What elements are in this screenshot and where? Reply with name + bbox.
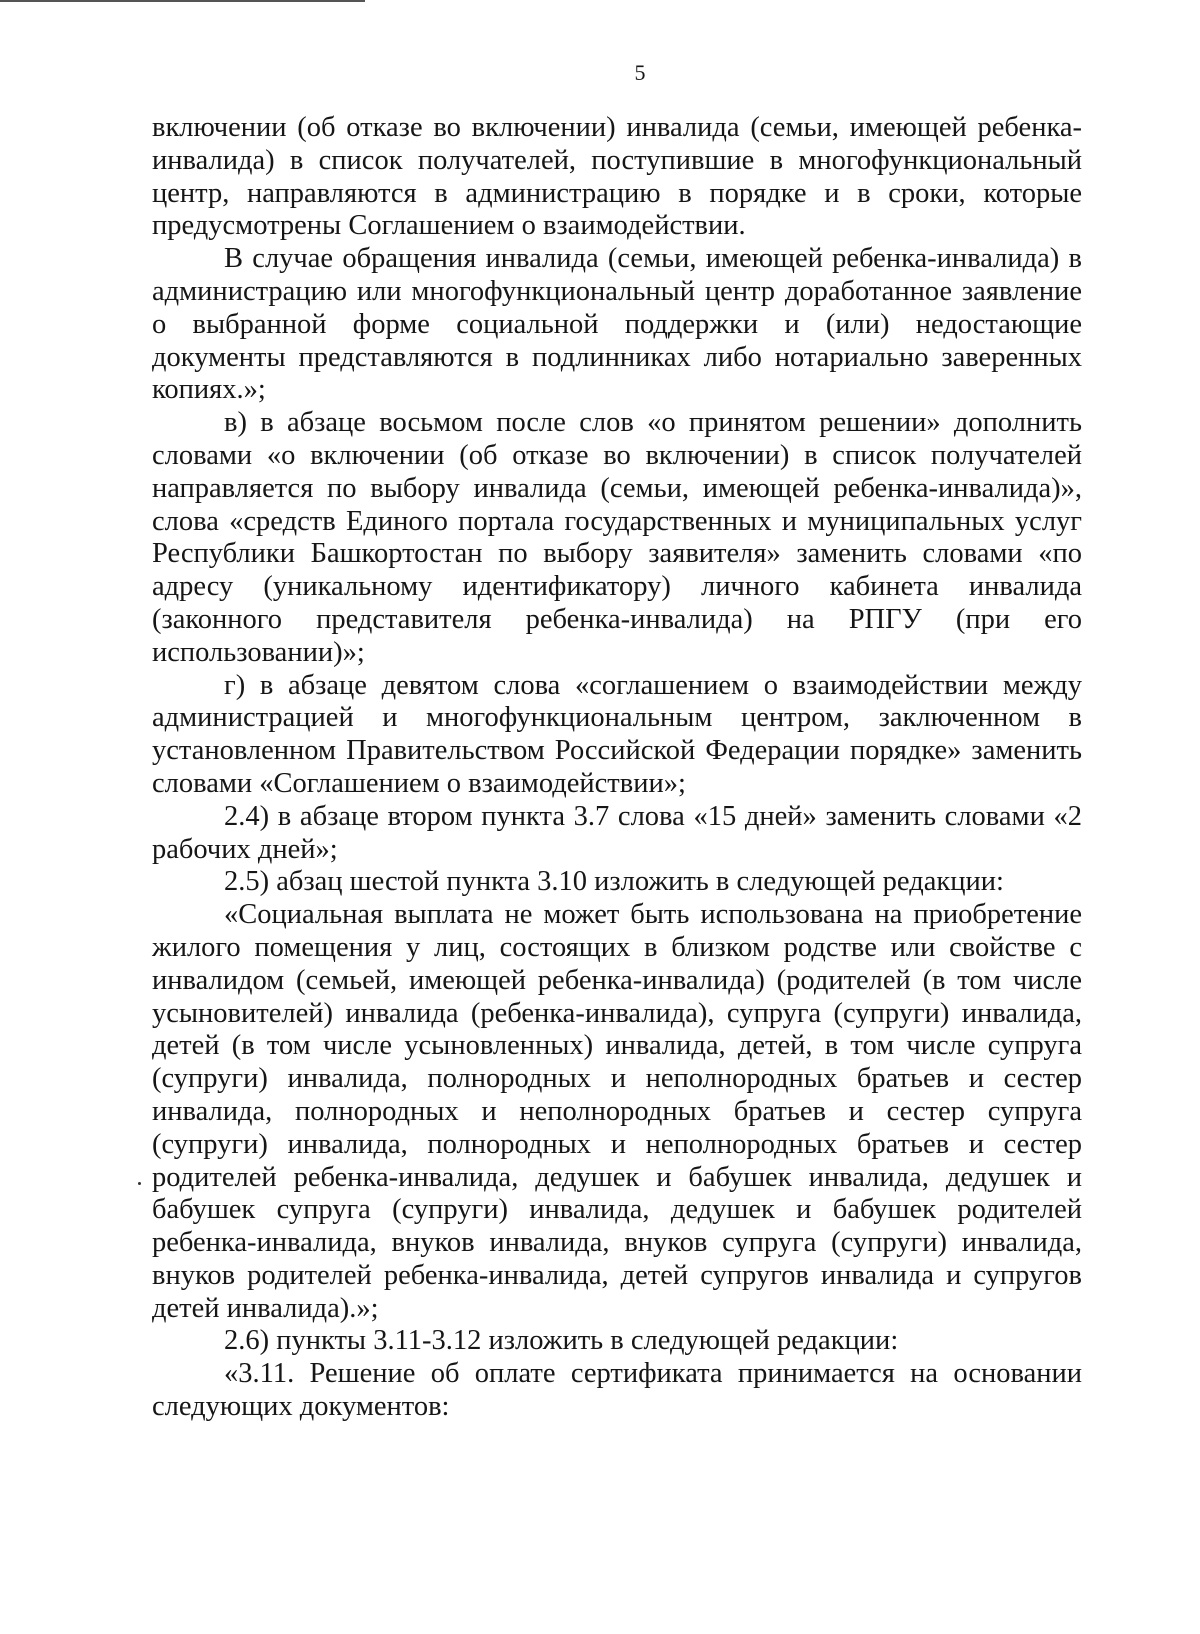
paragraph: «Социальная выплата не может быть использована на приобретение жилого помещения у лиц, состоящих в близком родстве или свойстве с инвалидом (семьей, имеющей ребенка-инвалида) (родителей (в том числе усыновителей) инвалида (ребенка-инвалида), супруга (супруги) инвалида, детей (в том числе усыновленных) инвалида, детей, в том числе супруга (супруги) инвалида, полнородных и неполнородных братьев и сестер инвалида, полнородных и неполнородных братьев и сестер супруга (супруги) инвалида, полнородных и неполнородных братьев и сестер родителей ребенка-инвалида, дедушек и бабушек инвалида, дедушек и бабушек супруга (супруги) инвалида, дедушек и бабушек родителей ребенка-инвалида, внуков инвалида, внуков супруга (супруги) инвалида, внуков родителей ребенка-инвалида, детей супругов инвалида и супругов детей инвалида).»; (152, 899, 1082, 1324)
paragraph: 2.4) в абзаце втором пункта 3.7 слова «15 дней» заменить словами «2 рабочих дней»; (152, 800, 1082, 865)
paragraph: г) в абзаце девятом слова «соглашением о взаимодействии между администрацией и многофункциональным центром, заключенном в установленном Правительством Российской Федерации порядке» заменить словами «Соглашением о взаимодействии»; (152, 669, 1082, 799)
paragraph: в) в абзаце восьмом после слов «о принятом решении» дополнить словами «о включении (об отказе во включении) в список получателей направляется по выбору инвалида (семьи, имеющей ребенка-инвалида)», слова «средств Единого портала государственных и муниципальных услуг Республики Башкортостан по выбору заявителя» заменить словами «по адресу (уникальному идентификатору) личного кабинета инвалида (законного представителя ребенка-инвалида) на РПГУ (при его использовании)»; (152, 407, 1082, 668)
paragraph-continuation: включении (об отказе во включении) инвалида (семьи, имеющей ребенка-инвалида) в список получателей, поступившие в многофункциональный центр, направляются в администрацию в порядке и в сроки, которые предусмотрены Соглашением о взаимодействии. (152, 112, 1082, 242)
page-number: 5 (634, 60, 646, 85)
scan-edge-line (0, 0, 365, 2)
document-body (152, 112, 1082, 1424)
scan-speck (138, 1182, 141, 1185)
paragraph: «3.11. Решение об оплате сертификата принимается на основании следующих документов: (152, 1358, 1082, 1423)
paragraph: 2.6) пункты 3.11-3.12 изложить в следующей редакции: (224, 1325, 899, 1357)
paragraph: В случае обращения инвалида (семьи, имеющей ребенка-инвалида) в администрацию или многофункциональный центр доработанное заявление о выбранной форме социальной поддержки и (или) недостающие документы представляются в подлинниках либо нотариально заверенных копиях.»; (152, 243, 1082, 406)
paragraph: 2.5) абзац шестой пункта 3.10 изложить в следующей редакции: (224, 866, 1004, 898)
